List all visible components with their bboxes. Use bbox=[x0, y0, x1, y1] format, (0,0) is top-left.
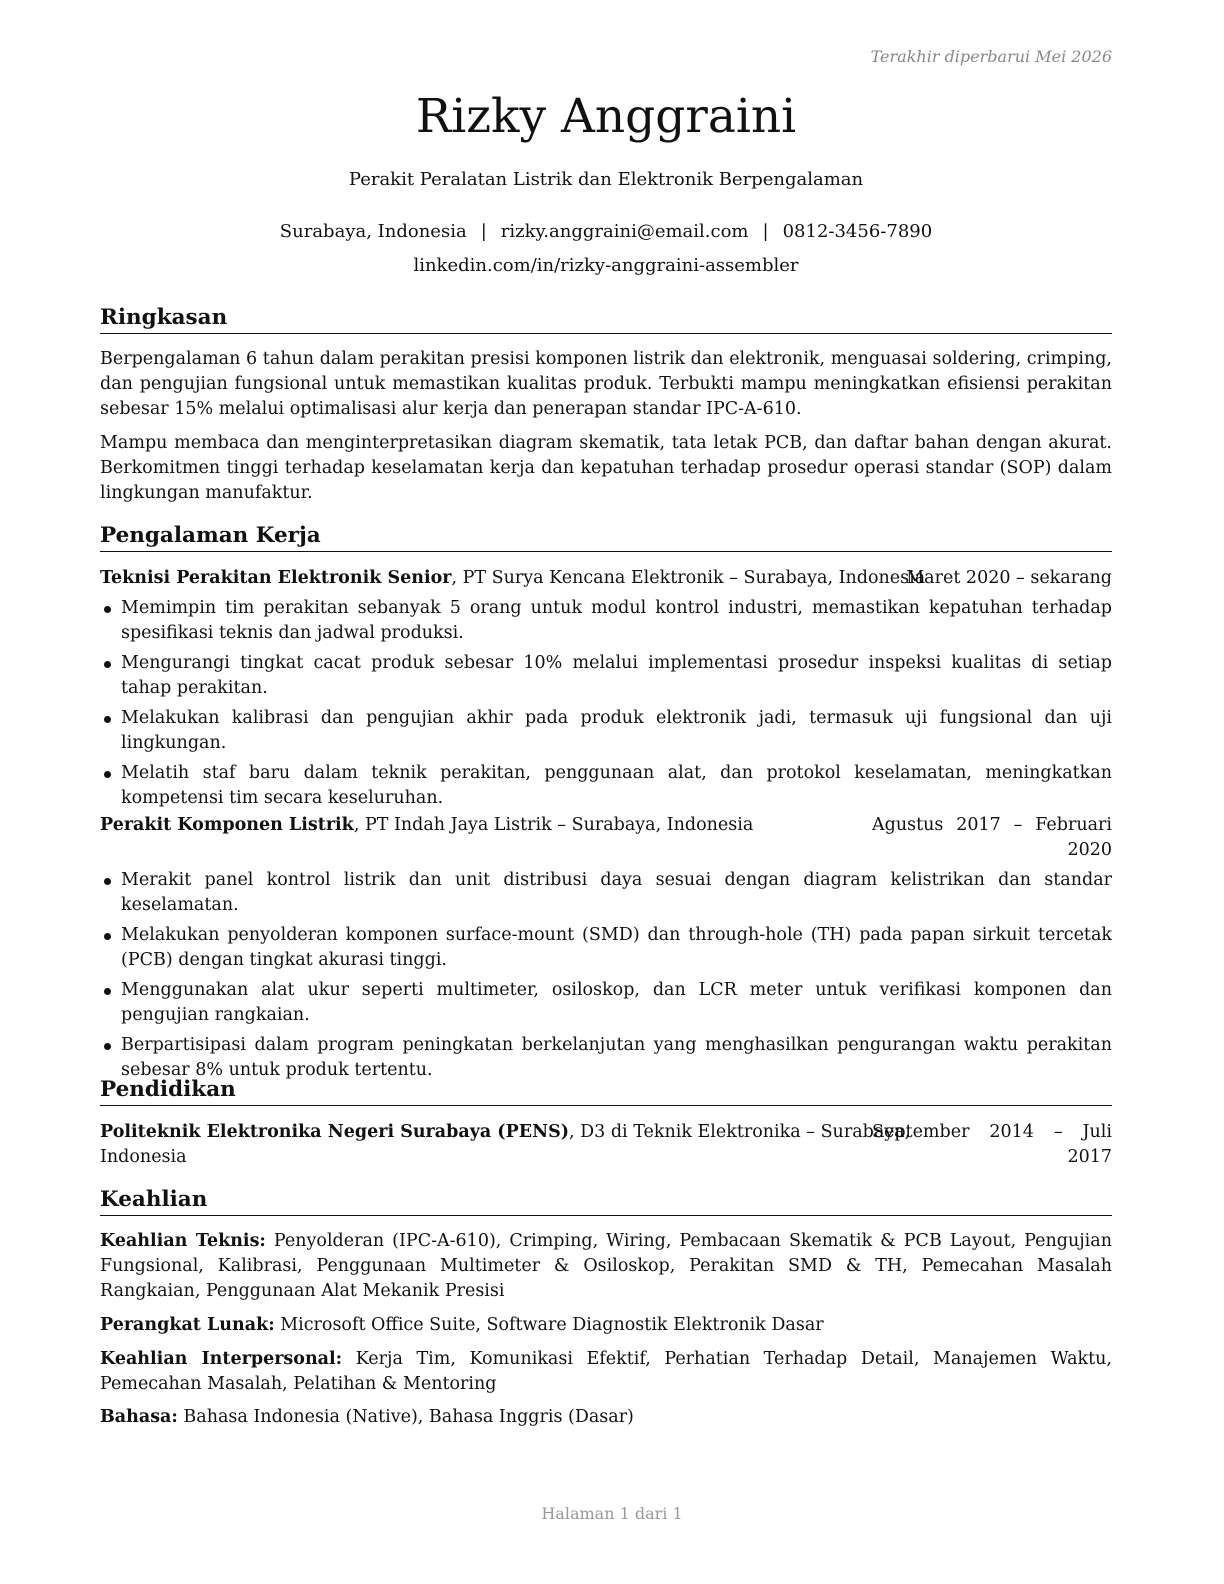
skill-group bbox=[100, 1313, 1112, 1338]
separator: | bbox=[480, 221, 487, 242]
page-number: Halaman 1 dari 1 bbox=[541, 1504, 683, 1523]
job-title: Teknisi Perakitan Elektronik Senior bbox=[100, 568, 452, 588]
job-company: , PT Surya Kencana Elektronik – Surabaya, Indonesia bbox=[451, 568, 926, 588]
location: Surabaya, Indonesia bbox=[279, 221, 467, 242]
job-date-line: Agustus 2017 – Februari bbox=[872, 815, 1112, 835]
job-date-line: 2020 bbox=[1067, 840, 1112, 860]
job-header bbox=[100, 566, 1112, 591]
skill-group bbox=[100, 1347, 1112, 1397]
section-title-summary: Ringkasan bbox=[100, 304, 1112, 334]
list-item: Melatih staf baru dalam teknik perakitan, penggunaan alat, dan protokol keselamatan, meningkatkan kompetensi tim secara keseluruhan. bbox=[100, 761, 1112, 811]
list-item: Melakukan penyolderan komponen surface-mount (SMD) dan through-hole (TH) pada papan sirkuit tercetak (PCB) dengan tingkat akurasi tinggi. bbox=[100, 923, 1112, 973]
linkedin-link[interactable]: linkedin.com/in/rizky-anggraini-assembler bbox=[413, 255, 799, 276]
skill-label: Bahasa: bbox=[100, 1407, 178, 1427]
education-entry bbox=[100, 1120, 1112, 1170]
skill-value: Kerja Tim, Komunikasi Efektif, Perhatian Terhadap Detail, Manajemen Waktu, Pemecahan Masalah, Pelatihan & Mentoring bbox=[100, 1349, 1112, 1394]
separator: | bbox=[762, 221, 769, 242]
list-item: Mengurangi tingkat cacat produk sebesar 10% melalui implementasi prosedur inspeksi kualitas di setiap tahap perakitan. bbox=[100, 651, 1112, 701]
education-date bbox=[872, 1120, 1112, 1170]
skill-label: Perangkat Lunak: bbox=[100, 1315, 275, 1335]
list-item: Berpartisipasi dalam program peningkatan berkelanjutan yang menghasilkan pengurangan waktu perakitan sebesar 8% untuk produk tertentu. bbox=[100, 1033, 1112, 1083]
education-detail: , D3 di Teknik Elektronika – Surabaya, bbox=[569, 1122, 911, 1142]
job-bullets bbox=[100, 596, 1112, 816]
job-company: , PT Indah Jaya Listrik – Surabaya, Indonesia bbox=[353, 815, 754, 835]
skill-group bbox=[100, 1405, 1112, 1430]
list-item: Memimpin tim perakitan sebanyak 5 orang untuk modul kontrol industri, memastikan kepatuhan terhadap spesifikasi teknis dan jadwal produksi. bbox=[100, 596, 1112, 646]
job-date bbox=[872, 813, 1112, 863]
last-updated: Terakhir diperbarui Mei 2026 bbox=[870, 47, 1112, 66]
contact-line bbox=[100, 219, 1112, 244]
skill-value: Microsoft Office Suite, Software Diagnostik Elektronik Dasar bbox=[274, 1315, 824, 1335]
list-item: Menggunakan alat ukur seperti multimeter, osiloskop, dan LCR meter untuk verifikasi komponen dan pengujian rangkaian. bbox=[100, 978, 1112, 1028]
phone: 0812-3456-7890 bbox=[782, 221, 933, 242]
job-title: Perakit Komponen Listrik bbox=[100, 815, 354, 835]
list-item: Melakukan kalibrasi dan pengujian akhir pada produk elektronik jadi, termasuk uji fungsional dan uji lingkungan. bbox=[100, 706, 1112, 756]
education-date-line: 2017 bbox=[1067, 1147, 1112, 1167]
skill-group bbox=[100, 1229, 1112, 1304]
summary-paragraph: Berpengalaman 6 tahun dalam perakitan presisi komponen listrik dan elektronik, menguasai soldering, crimping, dan pengujian fungsional untuk memastikan kualitas produk. Terbukti mampu meningkatkan efisiensi perakitan sebesar 15% melalui optimalisasi alur kerja dan penerapan standar IPC-A-610. bbox=[100, 349, 1112, 419]
job-bullets bbox=[100, 868, 1112, 1088]
skill-value: Penyolderan (IPC-A-610), Crimping, Wiring, Pembacaan Skematik & PCB Layout, Pengujian Fungsional, Kalibrasi, Penggunaan Multimeter & Osiloskop, Perakitan SMD & TH, Pemecahan Masalah Rangkaian, Penggunaan Alat Mekanik Presisi bbox=[100, 1231, 1112, 1301]
job-date: Maret 2020 – sekarang bbox=[906, 568, 1112, 588]
list-item: Merakit panel kontrol listrik dan unit distribusi daya sesuai dengan diagram kelistrikan dan standar keselamatan. bbox=[100, 868, 1112, 918]
summary-paragraph: Mampu membaca dan menginterpretasikan diagram skematik, tata letak PCB, dan daftar bahan dengan akurat. Berkomitmen tinggi terhadap keselamatan kerja dan kepatuhan terhadap prosedur operasi standar (SOP) dalam lingkungan manufaktur. bbox=[100, 433, 1112, 503]
education-date-line: September 2014 – Juli bbox=[872, 1122, 1112, 1142]
email[interactable]: rizky.anggraini@email.com bbox=[500, 221, 749, 242]
skill-label: Keahlian Teknis: bbox=[100, 1231, 266, 1251]
school-name: Politeknik Elektronika Negeri Surabaya (PENS) bbox=[100, 1122, 569, 1142]
section-title-skills: Keahlian bbox=[100, 1186, 1112, 1216]
section-title-education: Pendidikan bbox=[100, 1076, 1112, 1106]
skill-label: Keahlian Interpersonal: bbox=[100, 1349, 343, 1369]
education-detail: Indonesia bbox=[100, 1147, 187, 1167]
headline: Perakit Peralatan Listrik dan Elektronik Berpengalaman bbox=[348, 169, 864, 190]
candidate-name: Rizky Anggraini bbox=[415, 89, 797, 144]
job-header bbox=[100, 813, 1112, 860]
section-title-experience: Pengalaman Kerja bbox=[100, 522, 1112, 552]
skill-value: Bahasa Indonesia (Native), Bahasa Inggris (Dasar) bbox=[177, 1407, 634, 1427]
